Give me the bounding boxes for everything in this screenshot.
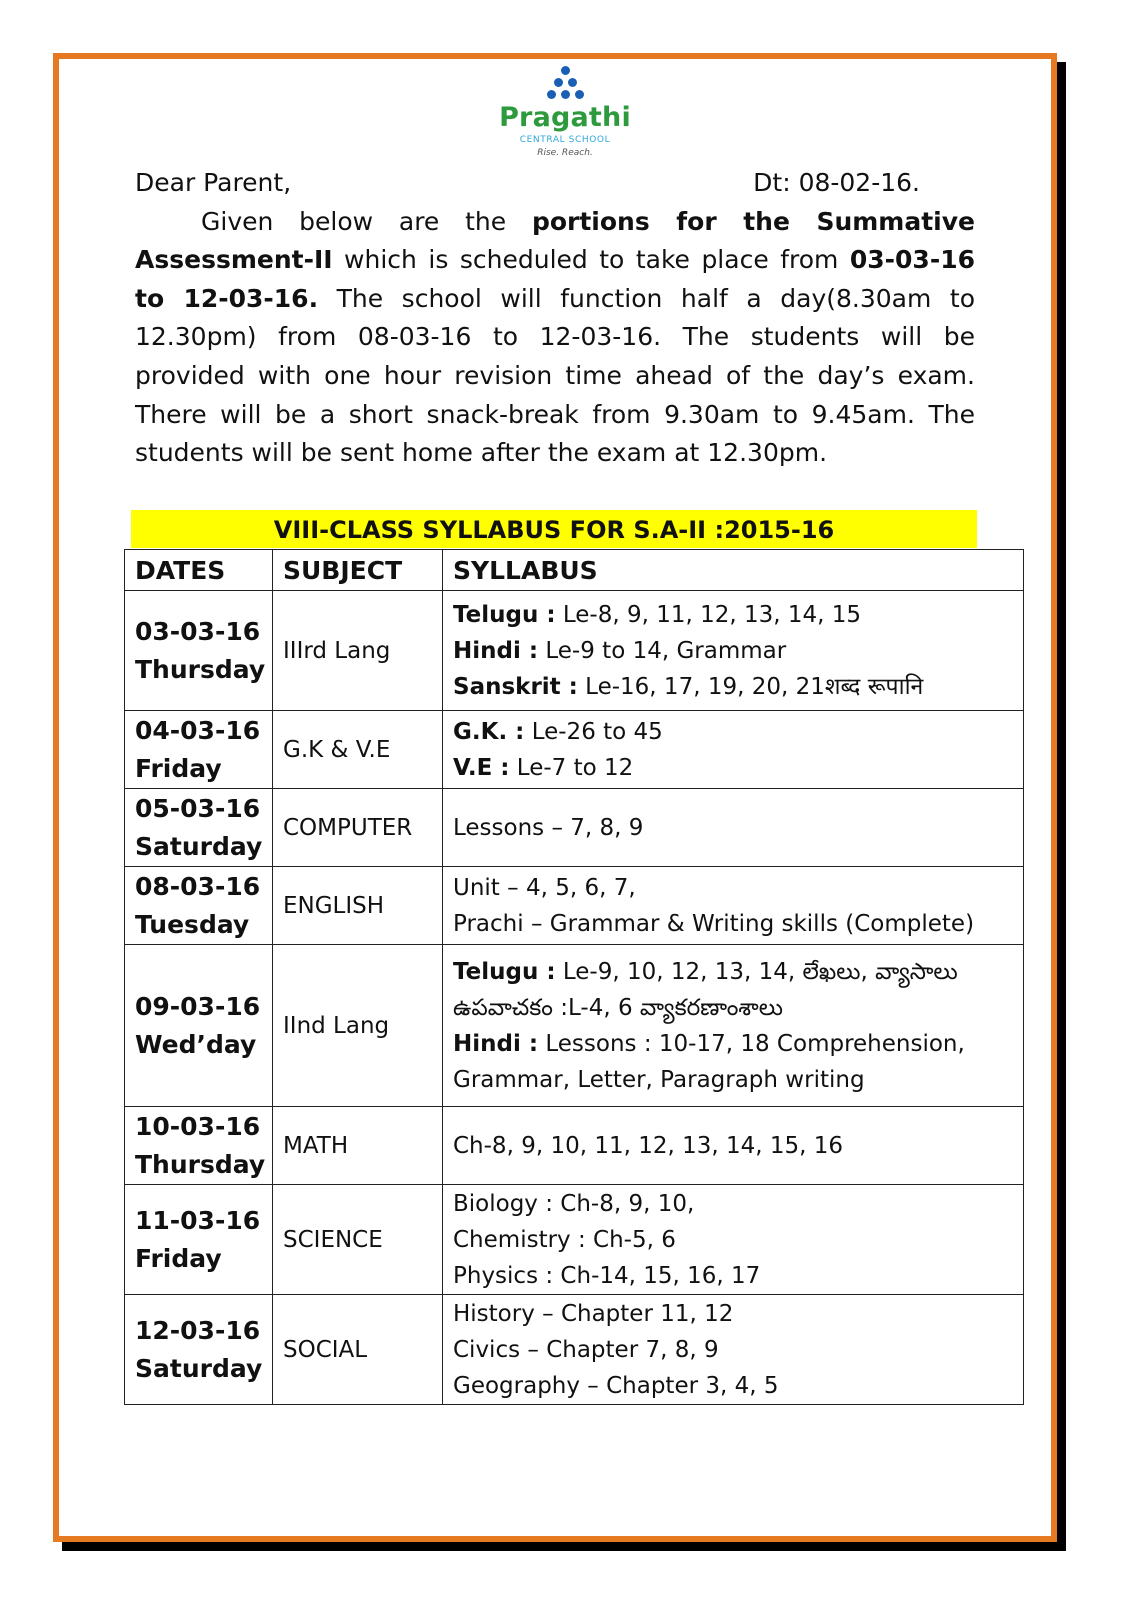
exam-date: 04-03-16 [135, 715, 261, 745]
school-tagline: Rise. Reach. [537, 148, 593, 158]
intro-bold-1: portions for the Summative Assessment-II [135, 206, 976, 275]
syllabus-line [453, 750, 1013, 786]
syllabus-cell [443, 1295, 1024, 1405]
salutation: Dear Parent, [135, 168, 292, 197]
syllabus-text: Le-9 to 14, Grammar [538, 637, 787, 664]
syllabus-line [453, 1258, 1013, 1294]
syllabus-cell [443, 1107, 1024, 1185]
letter-body [135, 164, 975, 473]
subject-cell: IInd Lang [273, 945, 443, 1107]
syllabus-table [124, 549, 1024, 1405]
table-row [125, 867, 1024, 945]
syllabus-text: Civics – Chapter 7, 8, 9 [453, 1336, 719, 1363]
subject-cell: IIIrd Lang [273, 591, 443, 711]
intro-bold-2: 03-03-16 to 12-03-16. [135, 245, 975, 313]
subject-cell: COMPUTER [273, 789, 443, 867]
syllabus-line [453, 1128, 1013, 1164]
exam-date: 10-03-16 [135, 1111, 261, 1141]
syllabus-subject-label: V.E : [453, 754, 510, 781]
table-row [125, 1185, 1024, 1295]
syllabus-line [453, 1062, 1013, 1098]
syllabus-line [453, 1332, 1013, 1368]
syllabus-banner: VIII-CLASS SYLLABUS FOR S.A-II :2015-16 [131, 510, 977, 548]
exam-date-cell [125, 1185, 273, 1295]
syllabus-subject-label: G.K. : [453, 718, 525, 745]
syllabus-line [453, 597, 1013, 633]
syllabus-text: Le-26 to 45 [524, 718, 663, 745]
syllabus-cell [443, 867, 1024, 945]
exam-date-cell [125, 945, 273, 1107]
syllabus-line [453, 714, 1013, 750]
syllabus-line [453, 1026, 1013, 1062]
syllabus-text: Lessons – 7, 8, 9 [453, 814, 644, 841]
exam-date: 11-03-16 [135, 1205, 261, 1235]
exam-day: Tuesday [135, 909, 250, 939]
exam-date: 08-03-16 [135, 871, 261, 901]
table-row [125, 789, 1024, 867]
syllabus-cell [443, 1185, 1024, 1295]
syllabus-text: Chemistry : Ch-5, 6 [453, 1226, 676, 1253]
subject-cell: ENGLISH [273, 867, 443, 945]
syllabus-text: Le-16, 17, 19, 20, 21शब्द रूपानि [577, 673, 924, 700]
syllabus-line [453, 1186, 1013, 1222]
exam-day: Friday [135, 1243, 222, 1273]
exam-date-cell [125, 1295, 273, 1405]
syllabus-subject-label: Telugu : [453, 601, 556, 628]
intro-text-3: The school will function half a day(8.30am to 12.30pm) from 08-03-16 to 12-03-16. The students will be provided with one hour revision time ahead of the day’s exam. There will be a short snack-break from 9.30am to 9.45am. The students will be sent home after the exam at 12.30pm. [135, 283, 975, 468]
syllabus-line [453, 1222, 1013, 1258]
syllabus-subject-label: Sanskrit : [453, 673, 578, 700]
syllabus-cell [443, 789, 1024, 867]
table-header-row [125, 550, 1024, 591]
subject-cell: G.K & V.E [273, 711, 443, 789]
exam-date-cell [125, 789, 273, 867]
syllabus-text: Ch-8, 9, 10, 11, 12, 13, 14, 15, 16 [453, 1132, 844, 1159]
subject-cell: MATH [273, 1107, 443, 1185]
syllabus-line [453, 1368, 1013, 1404]
table-row [125, 591, 1024, 711]
syllabus-line [453, 954, 1013, 990]
exam-date: 03-03-16 [135, 616, 261, 646]
exam-date-cell [125, 1107, 273, 1185]
school-name: Pragathi [499, 102, 631, 133]
table-row [125, 945, 1024, 1107]
table-row [125, 1107, 1024, 1185]
intro-text-2: which is scheduled to take place from [332, 245, 850, 275]
exam-date-cell [125, 711, 273, 789]
school-logo [490, 66, 640, 170]
exam-date: 09-03-16 [135, 991, 261, 1021]
syllabus-subject-label: Hindi : [453, 637, 539, 664]
exam-date: 05-03-16 [135, 793, 261, 823]
syllabus-line [453, 633, 1013, 669]
syllabus-line [453, 906, 1013, 942]
syllabus-text: ఉపవాచకం :L-4, 6 వ్యాకరణాంశాలు [453, 994, 783, 1021]
syllabus-cell [443, 591, 1024, 711]
exam-day: Saturday [135, 1353, 263, 1383]
exam-date-cell [125, 867, 273, 945]
letter-paragraph [135, 203, 975, 473]
syllabus-line [453, 669, 1013, 705]
syllabus-text: Le-9, 10, 12, 13, 14, లేఖలు, వ్యాసాలు [555, 958, 958, 985]
table-row [125, 711, 1024, 789]
syllabus-subject-label: Telugu : [453, 958, 556, 985]
subject-cell: SCIENCE [273, 1185, 443, 1295]
syllabus-text: Lessons : 10-17, 18 Comprehension, [538, 1030, 965, 1057]
exam-day: Wed’day [135, 1029, 257, 1059]
table-row [125, 1295, 1024, 1405]
syllabus-cell [443, 945, 1024, 1107]
header-subject: SUBJECT [273, 550, 443, 591]
exam-date: 12-03-16 [135, 1315, 261, 1345]
letter-header [135, 164, 975, 203]
syllabus-text: Prachi – Grammar & Writing skills (Complete) [453, 910, 975, 937]
exam-day: Friday [135, 753, 222, 783]
syllabus-text: Unit – 4, 5, 6, 7, [453, 874, 636, 901]
syllabus-text: History – Chapter 11, 12 [453, 1300, 734, 1327]
syllabus-line [453, 990, 1013, 1026]
syllabus-text: Le-7 to 12 [509, 754, 634, 781]
table-body [125, 591, 1024, 1405]
exam-day: Thursday [135, 1149, 266, 1179]
header-dates: DATES [125, 550, 273, 591]
syllabus-cell [443, 711, 1024, 789]
syllabus-text: Biology : Ch-8, 9, 10, [453, 1190, 695, 1217]
syllabus-line [453, 870, 1013, 906]
syllabus-subject-label: Hindi : [453, 1030, 539, 1057]
syllabus-text: Geography – Chapter 3, 4, 5 [453, 1372, 779, 1399]
exam-date-cell [125, 591, 273, 711]
letter-date: Dt: 08-02-16. [753, 168, 920, 197]
header-syllabus: SYLLABUS [443, 550, 1024, 591]
syllabus-line [453, 810, 1013, 846]
syllabus-text: Grammar, Letter, Paragraph writing [453, 1066, 865, 1093]
school-subtitle: CENTRAL SCHOOL [519, 135, 611, 145]
subject-cell: SOCIAL [273, 1295, 443, 1405]
syllabus-text: Physics : Ch-14, 15, 16, 17 [453, 1262, 761, 1289]
intro-text-1: Given below are the [201, 206, 532, 236]
exam-day: Thursday [135, 654, 266, 684]
syllabus-line [453, 1296, 1013, 1332]
logo-dots-icon [540, 66, 590, 102]
exam-day: Saturday [135, 831, 263, 861]
syllabus-text: Le-8, 9, 11, 12, 13, 14, 15 [555, 601, 862, 628]
